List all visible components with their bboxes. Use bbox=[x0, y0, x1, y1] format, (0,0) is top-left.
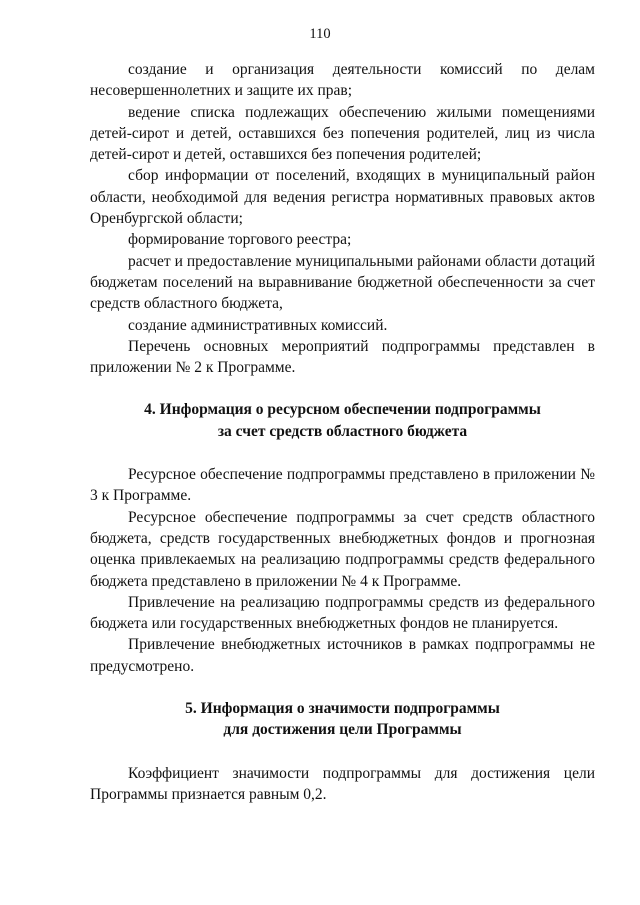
heading-line: 5. Информация о значимости подпрограммы bbox=[185, 700, 500, 718]
paragraph: ведение списка подлежащих обеспечению жилыми помещениями детей-сирот и детей, оставшихся без попечения родителей, лиц из числа детей-сирот и детей, оставшихся без попечения родителей; bbox=[90, 103, 595, 164]
paragraph: расчет и предоставление муниципальными районами области дотаций бюджетам поселений на выравнивание бюджетной обеспеченности за счет средств областного бюджета, bbox=[90, 252, 595, 313]
paragraph: Перечень основных мероприятий подпрограммы представлен в приложении № 2 к Программе. bbox=[90, 337, 595, 377]
heading-line: 4. Информация о ресурсном обеспечении подпрограммы bbox=[144, 401, 541, 419]
paragraph: Ресурсное обеспечение подпрограммы за счет средств областного бюджета, средств государственных внебюджетных фондов и прогнозная оценка привлекаемых на реализацию подпрограммы средств федерального бюджета представлено в приложении № 4 к Программе. bbox=[90, 508, 595, 590]
paragraph: Ресурсное обеспечение подпрограммы представлено в приложении № 3 к Программе. bbox=[90, 466, 595, 505]
document-body bbox=[90, 59, 595, 805]
paragraph: формирование торгового реестра; bbox=[128, 231, 352, 249]
heading-line: за счет средств областного бюджета bbox=[217, 422, 468, 440]
heading-line: для достижения цели Программы bbox=[223, 721, 462, 739]
page-number: 110 bbox=[309, 26, 331, 42]
paragraph: создание административных комиссий. bbox=[128, 316, 388, 334]
section-4-heading bbox=[90, 399, 595, 442]
paragraph: Привлечение на реализацию подпрограммы средств из федерального бюджета или государственных внебюджетных фондов не планируется. bbox=[90, 593, 595, 633]
paragraph: сбор информации от поселений, входящих в муниципальный район области, необходимой для ведения регистра нормативных правовых актов Оренбургской области; bbox=[90, 167, 595, 228]
paragraph: Коэффициент значимости подпрограммы для достижения цели Программы признается равным 0,2. bbox=[90, 764, 595, 803]
section-5-heading bbox=[90, 698, 595, 741]
paragraph: создание и организация деятельности комиссий по делам несовершеннолетних и защите их прав; bbox=[90, 61, 595, 100]
paragraph: Привлечение внебюджетных источников в рамках подпрограммы не предусмотрено. bbox=[90, 636, 595, 675]
